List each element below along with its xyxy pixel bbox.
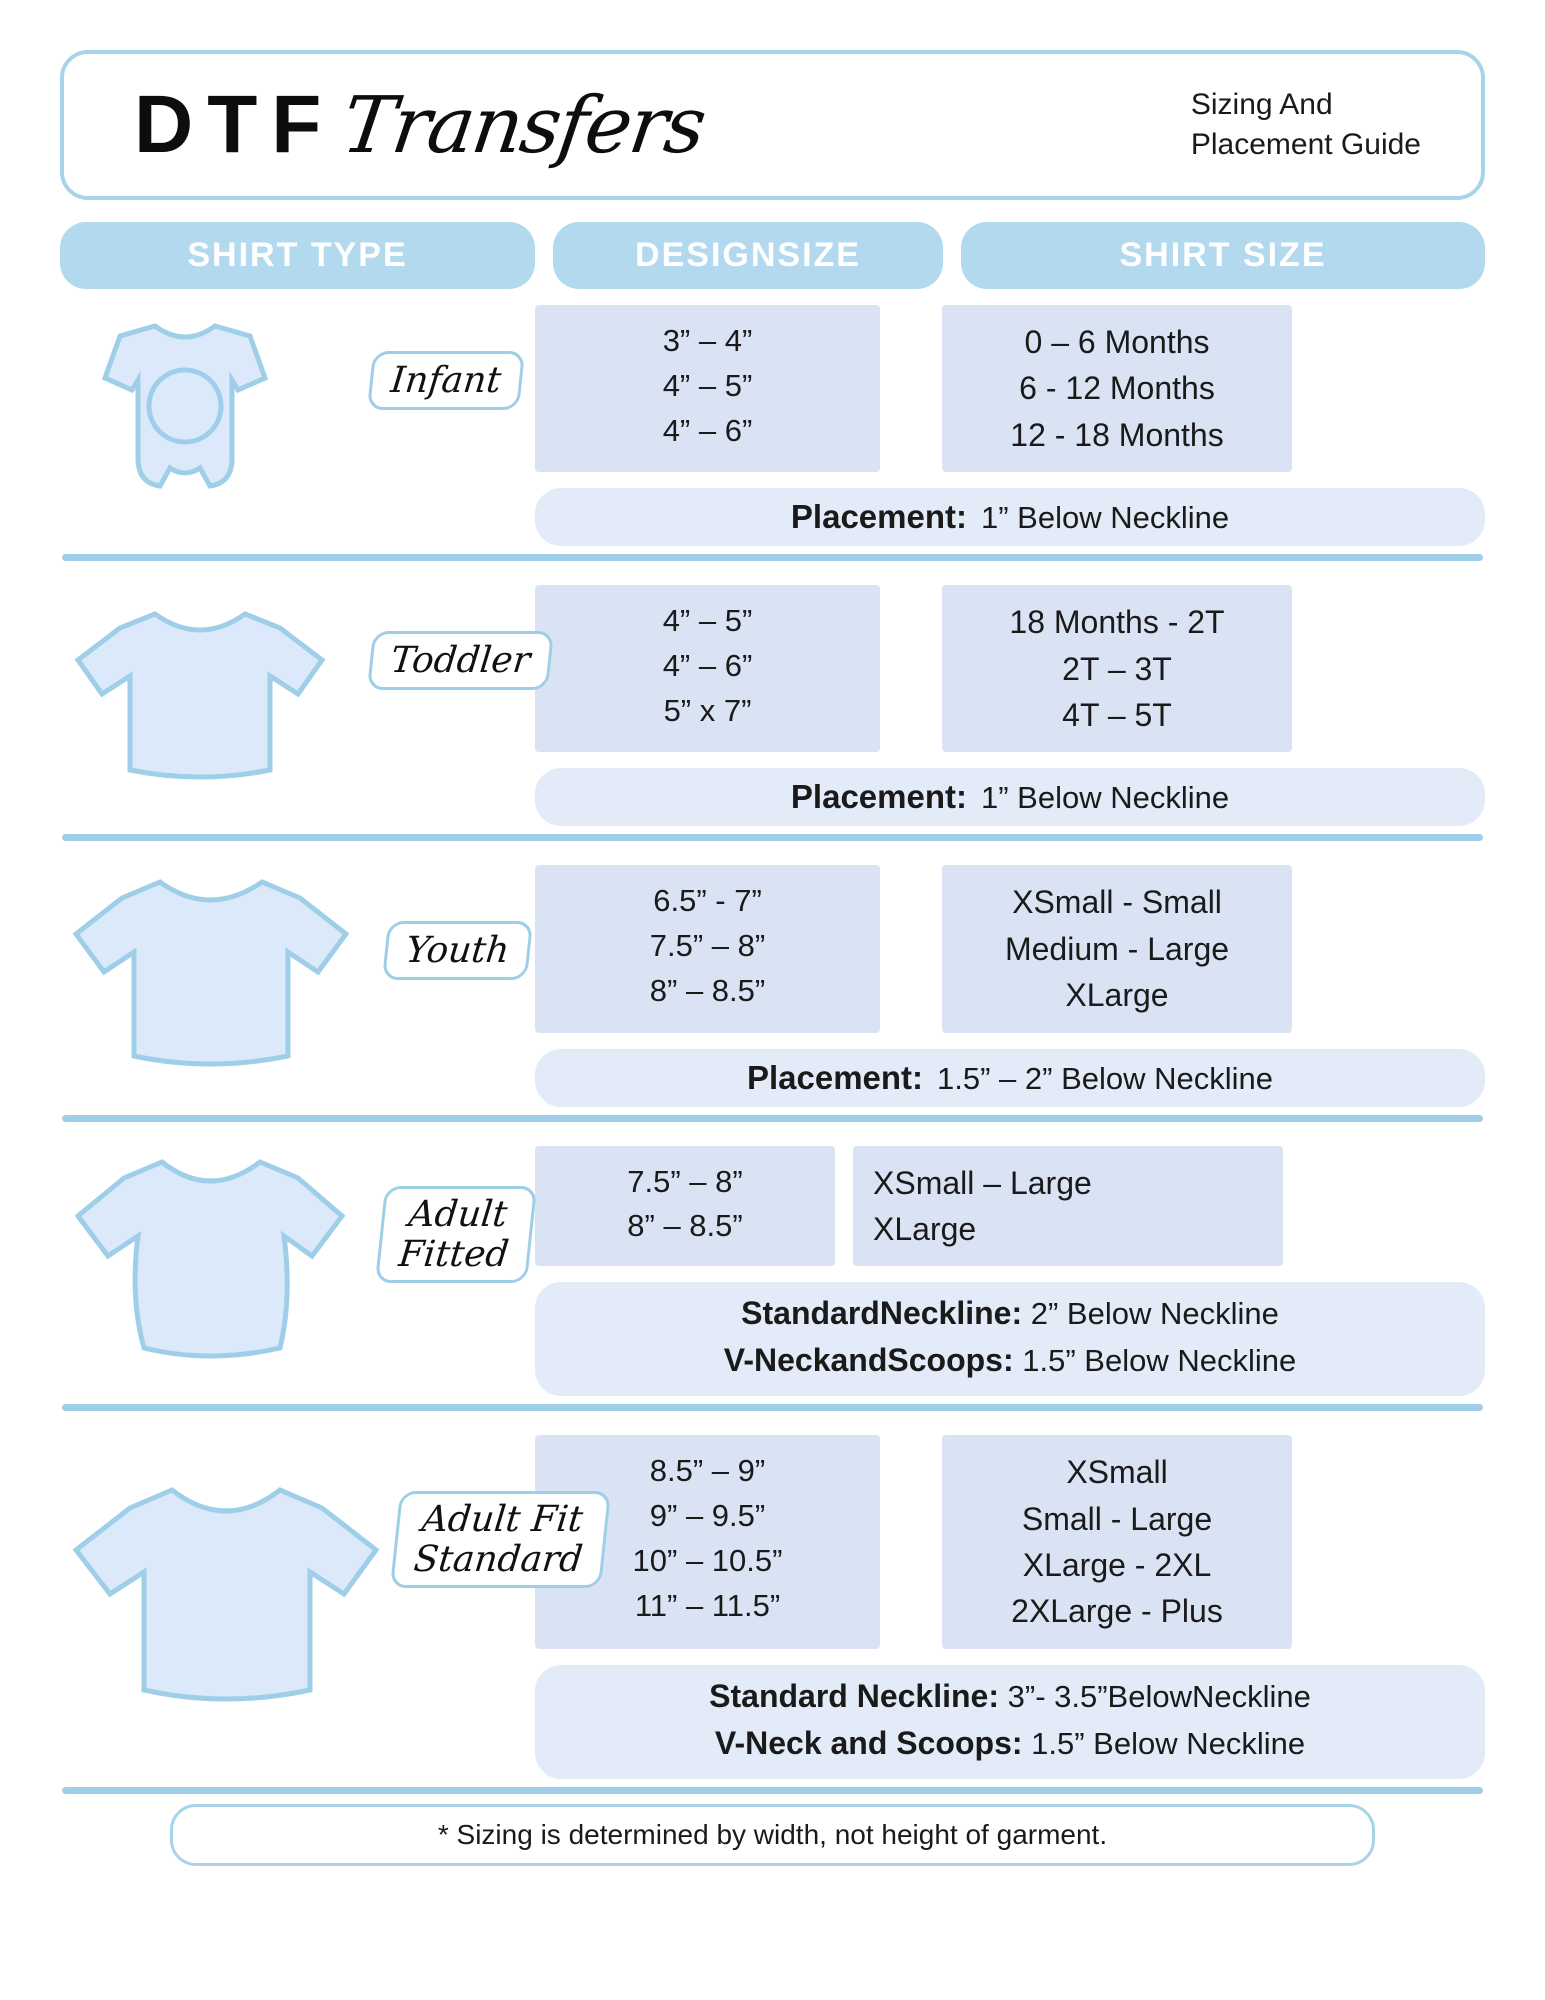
shirt-size-value: 12 - 18 Months <box>1010 416 1224 453</box>
placement-bar-adult-standard <box>535 1665 1485 1779</box>
placement-value: 1.5” Below Neckline <box>1022 1343 1297 1379</box>
design-size-value: 3” – 4” <box>662 323 753 358</box>
design-size-value: 7.5” – 8” <box>627 1163 743 1199</box>
design-size-value: 8” – 8.5” <box>649 973 766 1009</box>
design-size-value: 8” – 8.5” <box>627 1208 743 1244</box>
shirt-size-value: 6 - 12 Months <box>1019 370 1215 407</box>
label-line1: Adult <box>406 1193 510 1235</box>
column-header-shirt-type: SHIRT TYPE <box>60 222 535 289</box>
shirt-size-value: XLarge <box>873 1210 977 1247</box>
shirt-size-cell-infant <box>942 305 1292 472</box>
design-size-value: 5” x 7” <box>663 693 752 729</box>
table-row <box>60 1419 1485 1778</box>
shirt-size-value: Medium - Large <box>1004 930 1230 967</box>
placement-row <box>559 1720 1461 1767</box>
column-headers <box>60 222 1485 289</box>
shirt-size-value: XLarge - 2XL <box>1022 1546 1212 1583</box>
placement-row <box>559 1337 1461 1384</box>
label-line1: Adult Fit <box>419 1499 585 1541</box>
row-data-adult-fitted <box>535 1130 1485 1397</box>
placement-label: StandardNeckline: <box>741 1295 1023 1332</box>
placement-bar-toddler <box>535 768 1485 826</box>
column-header-design-size: DESIGNSIZE <box>553 222 943 289</box>
shirt-size-value: XLarge <box>1065 977 1169 1014</box>
row-data-infant <box>535 289 1485 546</box>
placement-label: V-NeckandScoops: <box>723 1342 1014 1379</box>
shirt-type-label-toddler: Toddler <box>367 631 554 690</box>
header-subtitle <box>1191 85 1441 166</box>
table-row <box>60 289 1485 546</box>
header <box>60 50 1485 200</box>
tshirt-icon <box>60 1474 390 1724</box>
shirt-type-cell-adult-standard <box>60 1419 585 1778</box>
design-size-value: 4” – 5” <box>662 367 753 403</box>
row-divider <box>62 834 1483 841</box>
design-size-cell-youth <box>535 865 880 1032</box>
brand-dtf-text: DTF <box>134 79 336 170</box>
row-divider <box>62 1115 1483 1122</box>
shirt-size-cell-youth <box>942 865 1292 1032</box>
placement-label: Placement: <box>790 778 967 816</box>
brand-script-text: Transfers <box>337 81 711 171</box>
design-size-value: 4” – 5” <box>662 603 753 639</box>
label-line2: Standard <box>411 1538 585 1580</box>
shirt-size-value: XSmall – Large <box>873 1164 1092 1201</box>
shirt-size-value: 4T – 5T <box>1062 696 1172 733</box>
design-size-value: 8.5” – 9” <box>649 1453 766 1489</box>
table-row <box>60 569 1485 826</box>
placement-value: 1” Below Neckline <box>980 780 1230 816</box>
row-data-toddler <box>535 569 1485 826</box>
tshirt-icon <box>60 868 360 1088</box>
shirt-size-cell-adult-fitted <box>853 1146 1283 1267</box>
placement-row <box>559 1673 1461 1720</box>
shirt-type-cell-infant <box>60 289 535 546</box>
row-divider <box>62 554 1483 561</box>
design-size-cell-toddler <box>535 585 880 752</box>
placement-row <box>559 1290 1461 1337</box>
shirt-type-cell-adult-fitted <box>60 1130 535 1397</box>
row-data-youth <box>535 849 1485 1106</box>
placement-value: 2” Below Neckline <box>1030 1296 1279 1332</box>
placement-value: 1.5” Below Neckline <box>1031 1725 1306 1761</box>
placement-bar-infant <box>535 488 1485 546</box>
onesie-icon <box>60 318 310 518</box>
design-size-value: 9” – 9.5” <box>649 1498 766 1534</box>
shirt-size-value: 2T – 3T <box>1062 650 1172 687</box>
shirt-size-cell-toddler <box>942 585 1292 752</box>
footer-note: * Sizing is determined by width, not height of garment. <box>170 1804 1375 1866</box>
tshirt-icon <box>60 598 340 798</box>
design-size-value: 11” – 11.5” <box>634 1587 781 1623</box>
header-subtitle-line2: Placement Guide <box>1190 128 1421 161</box>
row-divider <box>62 1404 1483 1411</box>
placement-bar-adult-fitted <box>535 1282 1485 1396</box>
brand-logo <box>134 78 711 172</box>
fitted-tshirt-icon <box>60 1148 360 1378</box>
placement-value: 1” Below Neckline <box>980 500 1230 536</box>
placement-bar-youth <box>535 1049 1485 1107</box>
row-divider <box>62 1787 1483 1794</box>
shirt-size-value: XSmall <box>1066 1454 1168 1491</box>
header-subtitle-line1: Sizing And <box>1190 87 1333 121</box>
placement-label: Placement: <box>746 1058 924 1096</box>
shirt-size-value: 0 – 6 Months <box>1024 324 1210 360</box>
design-size-cell-infant <box>535 305 880 472</box>
design-size-value: 10” – 10.5” <box>632 1543 783 1579</box>
placement-label: Placement: <box>790 498 967 536</box>
placement-value: 3”- 3.5”BelowNeckline <box>1007 1678 1311 1714</box>
table-row <box>60 849 1485 1106</box>
placement-value: 1.5” – 2” Below Neckline <box>937 1060 1274 1096</box>
design-size-value: 4” – 6” <box>662 648 753 684</box>
placement-label: V-Neck and Scoops: <box>714 1724 1023 1761</box>
design-size-value: 4” – 6” <box>662 412 753 448</box>
shirt-size-value: XSmall - Small <box>1012 884 1222 921</box>
column-header-shirt-size: SHIRT SIZE <box>961 222 1485 289</box>
placement-label: Standard Neckline: <box>709 1677 999 1714</box>
row-data-adult-standard <box>535 1419 1485 1778</box>
table-row <box>60 1130 1485 1397</box>
shirt-size-value: 18 Months - 2T <box>1009 604 1225 641</box>
shirt-size-cell-adult-standard <box>942 1435 1292 1649</box>
shirt-type-label-youth: Youth <box>382 921 533 980</box>
shirt-type-cell-toddler <box>60 569 535 826</box>
shirt-type-label-adult-standard <box>390 1491 611 1588</box>
shirt-type-cell-youth <box>60 849 535 1106</box>
label-line2: Fitted <box>396 1233 511 1275</box>
shirt-size-value: 2XLarge - Plus <box>1011 1593 1223 1630</box>
design-size-value: 7.5” – 8” <box>649 928 766 964</box>
shirt-size-value: Small - Large <box>1021 1500 1213 1537</box>
design-size-cell-adult-fitted <box>535 1146 835 1267</box>
design-size-value: 6.5” - 7” <box>653 883 762 919</box>
shirt-type-label-adult-fitted <box>375 1186 537 1283</box>
shirt-type-label-infant: Infant <box>367 351 525 410</box>
